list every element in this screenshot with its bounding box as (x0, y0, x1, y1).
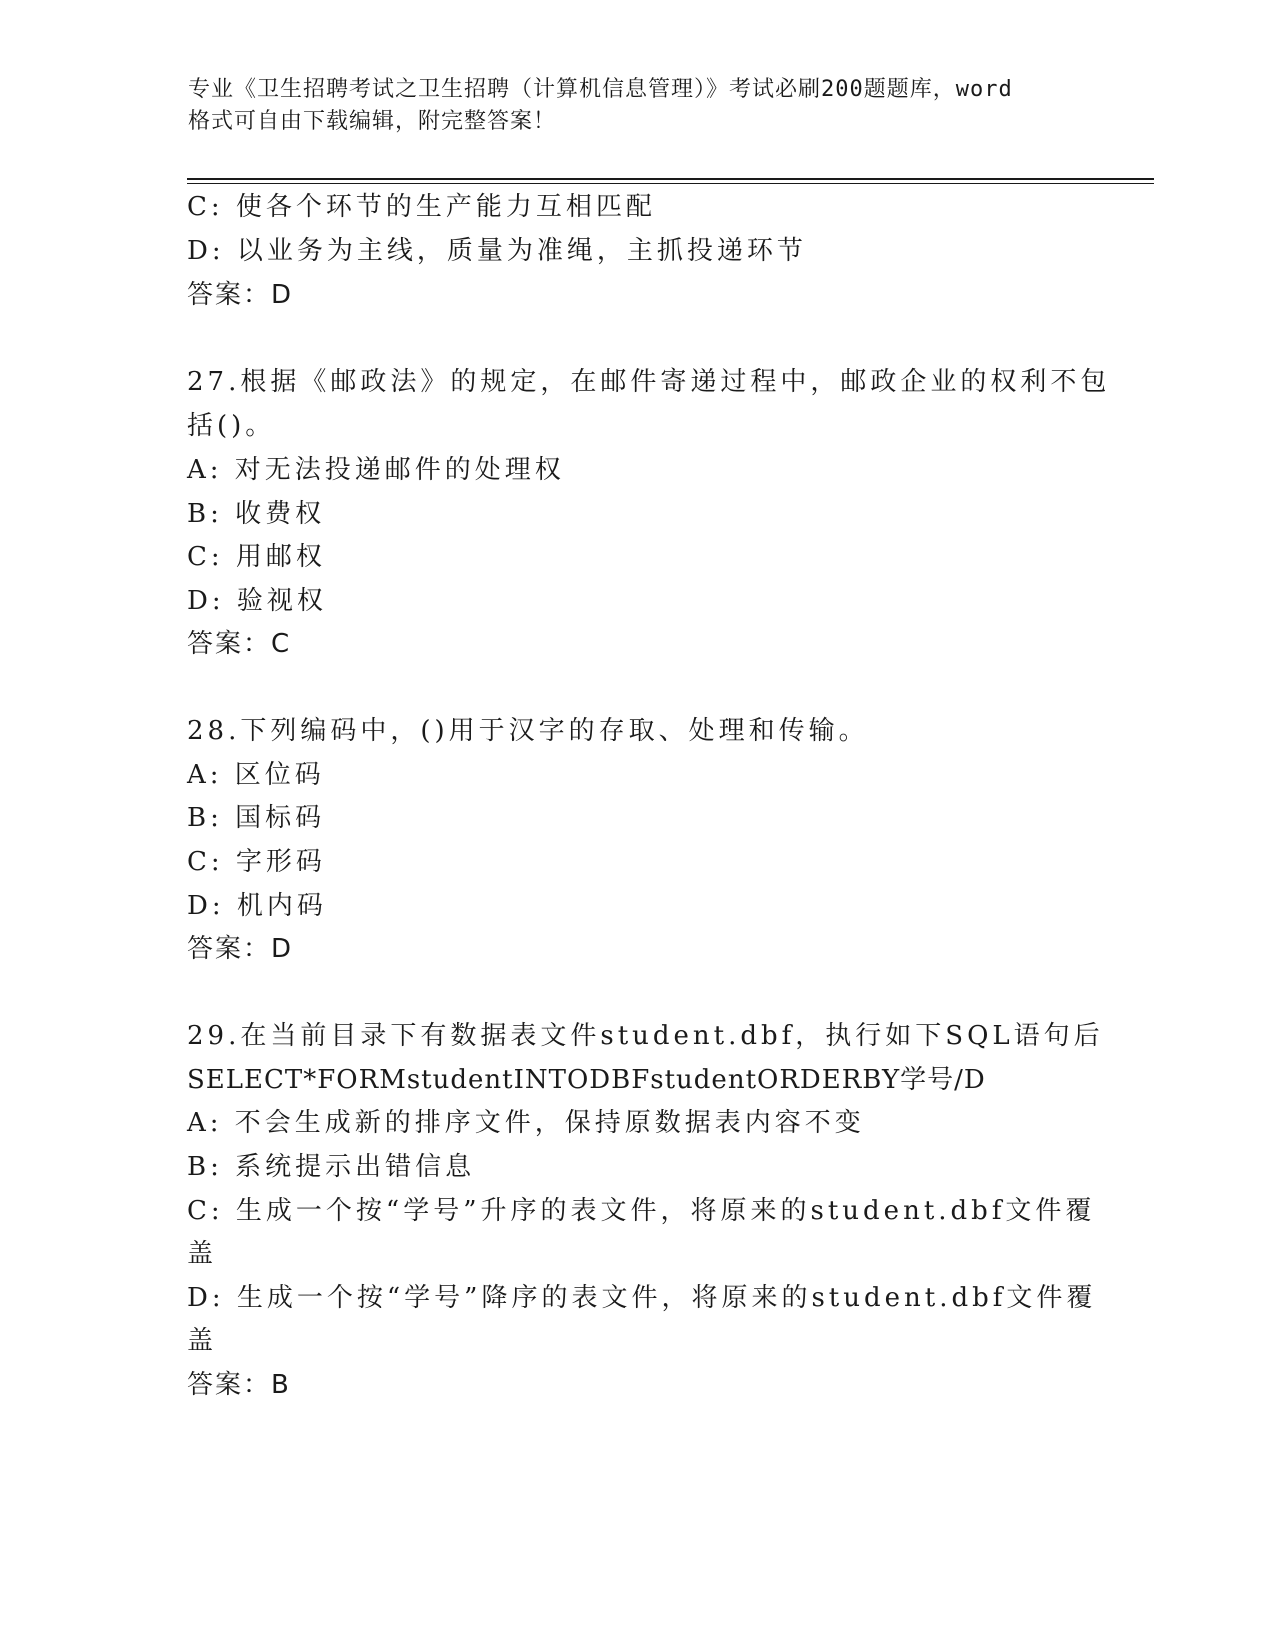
q28-option-c: C: 字形码 (187, 847, 326, 877)
q27-option-c: C: 用邮权 (187, 542, 326, 572)
q27-answer: 答案：C (187, 629, 292, 659)
prev-option-d: D: 以业务为主线，质量为准绳，主抓投递环节 (187, 236, 807, 266)
q27-option-a: A: 对无法投递邮件的处理权 (187, 455, 565, 485)
q29-answer: 答案：B (187, 1370, 291, 1400)
header-divider-thin (187, 183, 1154, 184)
q28-option-b: B: 国标码 (187, 803, 326, 833)
q27-option-b: B: 收费权 (187, 499, 326, 529)
document-header (188, 74, 1088, 138)
q29-option-d-line-2: 盖 (187, 1326, 218, 1356)
q28-answer: 答案：D (187, 934, 294, 964)
q28-stem: 28.下列编码中，()用于汉字的存取、处理和传输。 (187, 716, 869, 746)
prev-answer: 答案：D (187, 280, 294, 310)
q28-option-a: A: 区位码 (187, 760, 325, 790)
q29-option-d-line-1: D: 生成一个按“学号”降序的表文件，将原来的student.dbf文件覆 (187, 1283, 1097, 1313)
header-line-1: 专业《卫生招聘考试之卫生招聘（计算机信息管理）》考试必刷200题题库，word (188, 77, 1013, 102)
q27-stem-line-1: 27.根据《邮政法》的规定，在邮件寄递过程中，邮政企业的权利不包 (187, 367, 1111, 397)
q27-stem-line-2: 括()。 (187, 411, 276, 441)
q27-option-d: D: 验视权 (187, 586, 327, 616)
q29-stem-line-1: 29.在当前目录下有数据表文件student.dbf，执行如下SQL语句后 (187, 1021, 1104, 1051)
q29-option-b: B: 系统提示出错信息 (187, 1152, 476, 1182)
q29-option-c-line-1: C: 生成一个按“学号”升序的表文件，将原来的student.dbf文件覆 (187, 1196, 1096, 1226)
q29-option-c-line-2: 盖 (187, 1239, 218, 1269)
q29-option-a: A: 不会生成新的排序文件，保持原数据表内容不变 (187, 1108, 865, 1138)
q29-stem-line-2: SELECT*FORMstudentINTODBFstudentORDERBY学号/D (187, 1065, 986, 1095)
q28-option-d: D: 机内码 (187, 891, 327, 921)
header-line-2: 格式可自由下载编辑，附完整答案！ (188, 109, 557, 134)
header-divider-thick (187, 178, 1154, 180)
prev-option-c: C: 使各个环节的生产能力互相匹配 (187, 192, 656, 222)
